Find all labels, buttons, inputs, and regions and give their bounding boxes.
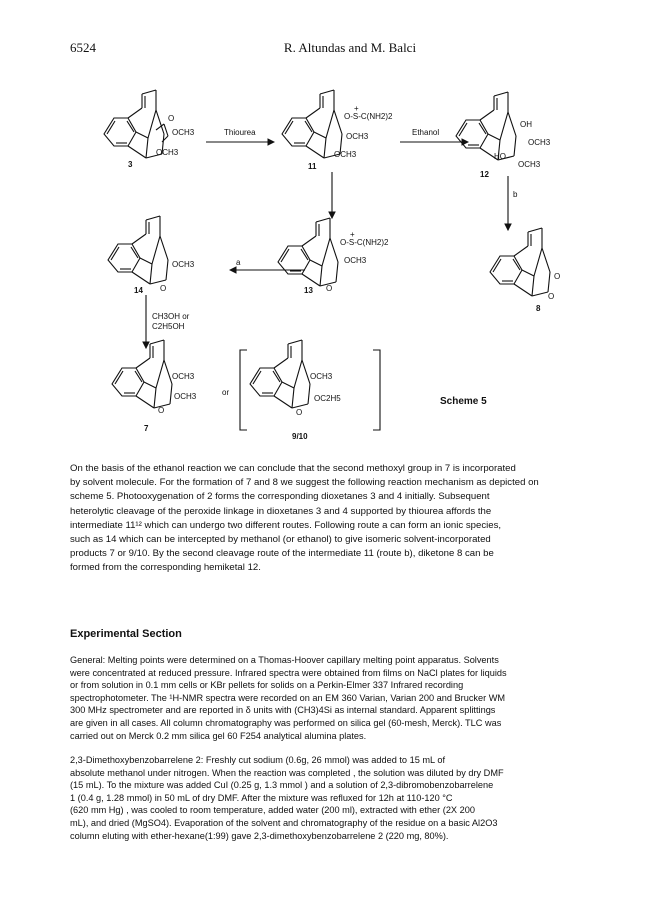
group-och3-12b: OCH3 — [518, 160, 541, 169]
text-line: 1 (0.4 g, 1.28 mmol) in 50 mL of dry DMF. After the mixture was refluxed for 12h at 110-120 °C — [70, 792, 453, 803]
group-o-8a: O — [554, 272, 561, 281]
procedure-paragraph — [70, 754, 625, 842]
text-line: by solvent molecule. For the formation of 7 and 8 we suggest the following reaction mechanism as depicted on — [70, 477, 539, 489]
label-14: 14 — [134, 286, 143, 295]
page-number: 6524 — [70, 40, 96, 55]
text-line: such as 14 which can be intercepted by methanol (or ethanol) to give isomeric solvent-incorporated — [70, 534, 491, 546]
group-och3-7a: OCH3 — [172, 372, 195, 381]
group-o-7: O — [158, 406, 165, 415]
group-o-9: O — [296, 408, 303, 417]
text-line: 2,3-Dimethoxybenzobarrelene 2: Freshly cut sodium (0.6g, 26 mmol) was added to 15 mL of — [70, 755, 446, 765]
structure-9-10 — [250, 340, 310, 408]
running-authors: R. Altundas and M. Balci — [283, 40, 417, 55]
reagent-b: b — [513, 190, 518, 199]
structure-13 — [278, 218, 338, 286]
group-ho-12: HO — [494, 152, 506, 161]
structure-3 — [104, 90, 164, 158]
reagent-ch3oh: CH3OH or — [152, 312, 190, 321]
text-line: mL), and dried (MgSO4). Evaporation of the solvent and chromatography of the residue on a basic Al2O3 — [70, 817, 498, 828]
text-line: are given in all cases. All column chromatography was performed on silica gel (60-mesh, Merck). TLC was — [70, 717, 502, 728]
text-line: intermediate 11¹² which can undergo two different routes. Following route a can form an ionic species, — [70, 519, 502, 531]
discussion-paragraph — [70, 462, 620, 576]
label-12: 12 — [480, 170, 489, 179]
text-line: were concentrated at reduced pressure. Infrared spectra were obtained from films on NaCl plates for liquids — [70, 667, 507, 678]
reagent-or: or — [222, 388, 230, 397]
structure-7 — [112, 340, 172, 408]
text-line: On the basis of the ethanol reaction we can conclude that the second methoxyl group in 7 is incorporated — [70, 463, 516, 474]
general-paragraph — [70, 654, 625, 742]
reagent-thiourea: Thiourea — [224, 128, 256, 137]
group-o-8b: O — [548, 292, 555, 301]
structure-8 — [490, 228, 550, 296]
text-line: formed from the corresponding hemiketal 12. — [70, 562, 261, 574]
label-11: 11 — [308, 162, 317, 171]
text-line: General: Melting points were determined on a Thomas-Hoover capillary melting point apparatus. Solvents — [70, 655, 499, 665]
text-line: scheme 5. Photooxygenation of 2 forms the corresponding dioxetanes 3 and 4 initially. Subsequent — [70, 491, 490, 503]
group-och3-a: OCH3 — [172, 128, 195, 137]
scheme-label: Scheme 5 — [440, 396, 487, 407]
label-9-10: 9/10 — [292, 432, 308, 441]
group-oc2h5-10: OC2H5 — [314, 394, 341, 403]
text-line: column eluting with ether-hexane(1:99) gave 2,3-dimethoxybenzobarrelene 2 (220 mg, 80%). — [70, 830, 449, 841]
group-och3-12a: OCH3 — [528, 138, 551, 147]
label-8: 8 — [536, 304, 541, 313]
text-line: heterolytic cleavage of the peroxide linkage in dioxetanes 3 and 4 supported by thiourea affords the — [70, 505, 492, 517]
group-o-3: O — [168, 114, 175, 123]
group-o-14: O — [160, 284, 167, 293]
reagent-c2h5oh: C2H5OH — [152, 322, 185, 331]
structure-14 — [108, 216, 168, 284]
text-line: 300 MHz spectrometer and are reported in δ units with (CH3)4Si as internal standard. Apparent splittings — [70, 705, 496, 716]
group-thio-13: O-S-C(NH2)2 — [340, 238, 389, 247]
text-line: (15 mL). To the mixture was added CuI (0.25 g, 1.3 mmol ) and a solution of 2,3-dibromobenzobarrelene — [70, 780, 494, 791]
group-och3-b: OCH3 — [156, 148, 179, 157]
label-13: 13 — [304, 286, 313, 295]
group-och3-11a: OCH3 — [346, 132, 369, 141]
text-line: absolute methanol under nitrogen. When the reaction was completed , the solution was diluted by dry DMF — [70, 767, 504, 778]
reaction-scheme — [60, 80, 620, 450]
group-och3-9: OCH3 — [310, 372, 333, 381]
section-title: Experimental Section — [70, 628, 182, 640]
group-plus-13: + — [350, 230, 355, 239]
label-7: 7 — [144, 424, 149, 433]
group-och3-11b: OCH3 — [334, 150, 357, 159]
group-thio-11: O-S-C(NH2)2 — [344, 112, 393, 121]
label-3: 3 — [128, 160, 133, 169]
group-och3-7b: OCH3 — [174, 392, 197, 401]
structure-12 — [456, 92, 516, 160]
group-och3-13: OCH3 — [344, 256, 367, 265]
text-line: carried out on Merck 0.2 mm silica gel 60 F254 analytical alumina plates. — [70, 730, 367, 741]
group-och3-14: OCH3 — [172, 260, 195, 269]
group-oh-12: OH — [520, 120, 532, 129]
structure-11 — [282, 90, 342, 158]
text-line: or from solution in 0.1 mm cells or KBr pellets for solids on a Perkin-Elmer 337 Infrared recording — [70, 680, 464, 691]
group-o-13: O — [326, 284, 333, 293]
text-line: (620 mm Hg) , was cooled to room temperature, added water (200 ml), extracted with ether (2X 200 — [70, 805, 475, 816]
text-line: spectrophotometer. The ¹H-NMR spectra were recorded on an EM 360 Varian, Varian 200 and Brucker WM — [70, 692, 506, 703]
reagent-a: a — [236, 258, 241, 267]
reagent-ethanol: Ethanol — [412, 128, 440, 137]
text-line: products 7 or 9/10. By the second cleavage route of the intermediate 11 (route b), diketone 8 can be — [70, 548, 494, 560]
group-plus-11: + — [354, 104, 359, 113]
page-header — [70, 40, 630, 60]
